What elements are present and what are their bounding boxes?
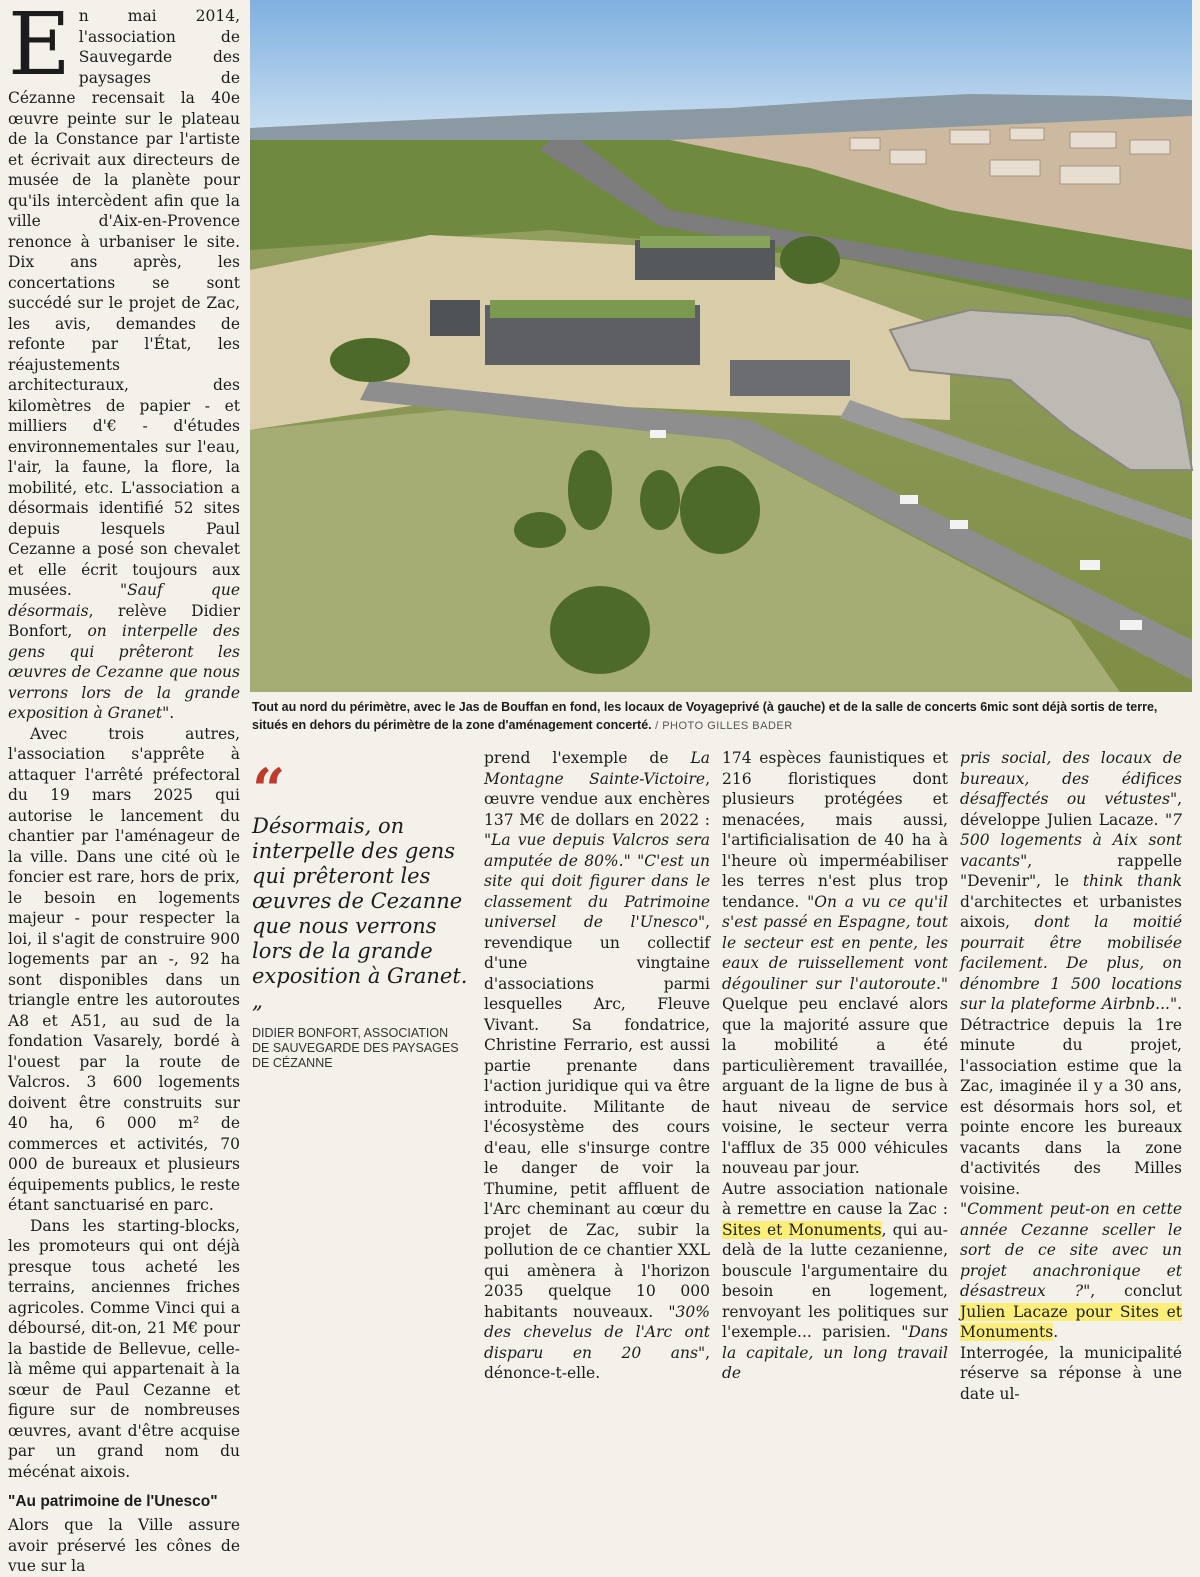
paragraph: "Comment peut-on en cette année Cezanne sceller le sort de ce site avec un projet anachronique et désastreux ?", conclut Julien Lacaze pour Sites et Monuments. xyxy=(960,1200,1182,1341)
article-column-1 xyxy=(8,0,241,1575)
aerial-photo xyxy=(250,0,1192,692)
paragraph: Interrogée, la municipalité réserve sa réponse à une date ul- xyxy=(960,1343,1182,1403)
paragraph: Autre association nationale à remettre en cause la Zac : Sites et Monuments, qui au-delà de la lutte cezanienne, bouscule l'argumentaire du besoin en logement, renvoyant les politiques sur l'exemple... parisien. "Dans la capitale, un long travail de xyxy=(722,1179,948,1382)
paragraph: Dans les starting-blocks, les promoteurs qui ont déjà presque tous acheté les terrains, anciennes friches agricoles. Comme Vinci qui a déboursé, dit-on, 21 M€ pour la bastide de Bellevue, celle-là même qui appartenait à la sœur de Paul Cezanne et figure sur de nombreuses œuvres, avant d'être acquise par un grand nom du mécénat aixois. xyxy=(8,1216,240,1481)
paragraph: Alors que la Ville assure avoir préservé les cônes de vue sur la xyxy=(8,1516,240,1575)
lead-paragraph: En mai 2014, l'association de Sauvegarde des paysages de Cézanne recensait la 40e œuvre peinte sur le plateau de la Constance par l'artiste et écrivait aux directeurs de musée de la planète pour qu'ils intercèdent afin que la ville d'Aix-en-Provence renonce à urbaniser le site. Dix ans après, les concertations se sont succédé sur le projet de Zac, les avis, demandes de refonte par l'État, les réajustements architecturaux, des kilomètres de papier - et milliers d'€ - d'études environnementales sur l'eau, l'air, la faune, la flore, la mobilité, etc. L'association a désormais identifié 52 sites depuis lesquels Paul Cezanne a posé son chevalet et elle écrit toujours aux musées. "Sauf que désormais, relève Didier Bonfort, on interpelle des gens qui prêteront les œuvres de Cezanne que nous verrons lors de la grande exposition à Granet". xyxy=(8,0,241,722)
quote-mark: “ xyxy=(252,756,286,824)
pull-quote xyxy=(252,756,468,1071)
article-column-3 xyxy=(722,748,948,1382)
paragraph: prend l'exemple de La Montagne Sainte-Victoire, œuvre vendue aux enchères 137 M€ de dollars en 2022 : "La vue depuis Valcros sera amputée de 80%." "C'est un site qui doit figurer dans le classement du Patrimoine universel de l'Unesco", revendique un collectif d'une vingtaine d'associations parmi lesquelles Arc, Fleuve Vivant. Sa fondatrice, Christine Ferrario, est aussi partie prenante dans l'action juridique qui va être introduite. Militante de l'écosystème des cours d'eau, elle s'insurge contre le danger de voir la Thumine, petit affluent de l'Arc cheminant au cœur du projet de Zac, subir la pollution de ce chantier XXL qui amènera à l'horizon 2035 quelque 10 000 habitants nouveaux. "30% des chevelus de l'Arc ont disparu en 20 ans", dénonce-t-elle. xyxy=(484,749,710,1382)
highlighted-text: Julien Lacaze pour Sites et Monuments xyxy=(960,1302,1182,1341)
article-column-2 xyxy=(484,748,710,1382)
paragraph: 174 espèces faunistiques et 216 floristiques dont plusieurs protégées et menacées, mais aussi, l'artificialisation de 40 ha à l'heure où imperméabiliser les terres n'est plus trop tendance. "On a vu ce qu'il s'est passé en Espagne, tout le secteur est en pente, les eaux de ruissellement vont dégouliner sur l'autoroute." Quelque peu enclavé alors que la majorité assure que la mobilité a été particulièrement travaillée, arguant de la ligne de bus à haut niveau de service voisine, le secteur verra l'afflux de 35 000 véhicules nouveau par jour. xyxy=(722,749,948,1177)
section-subhead: "Au patrimoine de l'Unesco" xyxy=(8,1493,218,1510)
article-column-4 xyxy=(960,748,1182,1403)
drop-cap: E xyxy=(8,0,71,95)
quote-author: DIDIER BONFORT, ASSOCIATION DE SAUVEGARDE DES PAYSAGES DE CÉZANNE xyxy=(252,1026,459,1070)
quote-text: Désormais, on interpelle des gens qui prêteront les œuvres de Cezanne que nous verrons lors de la grande exposition à Granet.„ xyxy=(252,814,468,1013)
paragraph: pris social, des locaux de bureaux, des édifices désaffectés ou vétustes", développe Julien Lacaze. "7 500 logements à Aix sont vacants", rappelle "Devenir", le think thank d'architectes et urbanistes aixois, dont la moitié pourrait être mobilisée facilement. De plus, on dénombre 1 500 locations sur la plateforme Airbnb...". Détractrice depuis la 1re minute du projet, l'association estime que la Zac, imaginée il y a 30 ans, est désormais hors sol, et pointe encore les bureaux vacants dans la zone d'activités des Milles voisine. xyxy=(960,749,1182,1198)
paragraph: Avec trois autres, l'association s'apprête à attaquer l'arrêté préfectoral du 19 mars 2025 qui autorise le lancement du chantier par l'aménageur de la ville. Dans une cité où le foncier est rare, hors de prix, le besoin en logements majeur - pour respecter la loi, il s'agit de construire 900 logements par an -, 92 ha sont disponibles dans un triangle entre les autoroutes A8 et A51, au sud de la fondation Vasarely, bordé à l'ouest par la route de Valcros. 3 600 logements doivent être construits sur 40 ha, 6 000 m² de commerces et activités, 70 000 de bureaux et plusieurs équipements publics, le reste étant sanctuarisé en parc. xyxy=(8,724,240,1214)
highlighted-text: Sites et Monuments xyxy=(722,1220,882,1239)
photo-credit: / PHOTO GILLES BADER xyxy=(655,720,793,732)
photo-caption: Tout au nord du périmètre, avec le Jas de Bouffan en fond, les locaux de Voyageprivé (à gauche) et de la salle de concerts 6mic sont déjà sortis de terre, situés en dehors du périmètre de la zone d'aménagement concerté. / PHOTO GILLES BADER xyxy=(252,700,1158,732)
